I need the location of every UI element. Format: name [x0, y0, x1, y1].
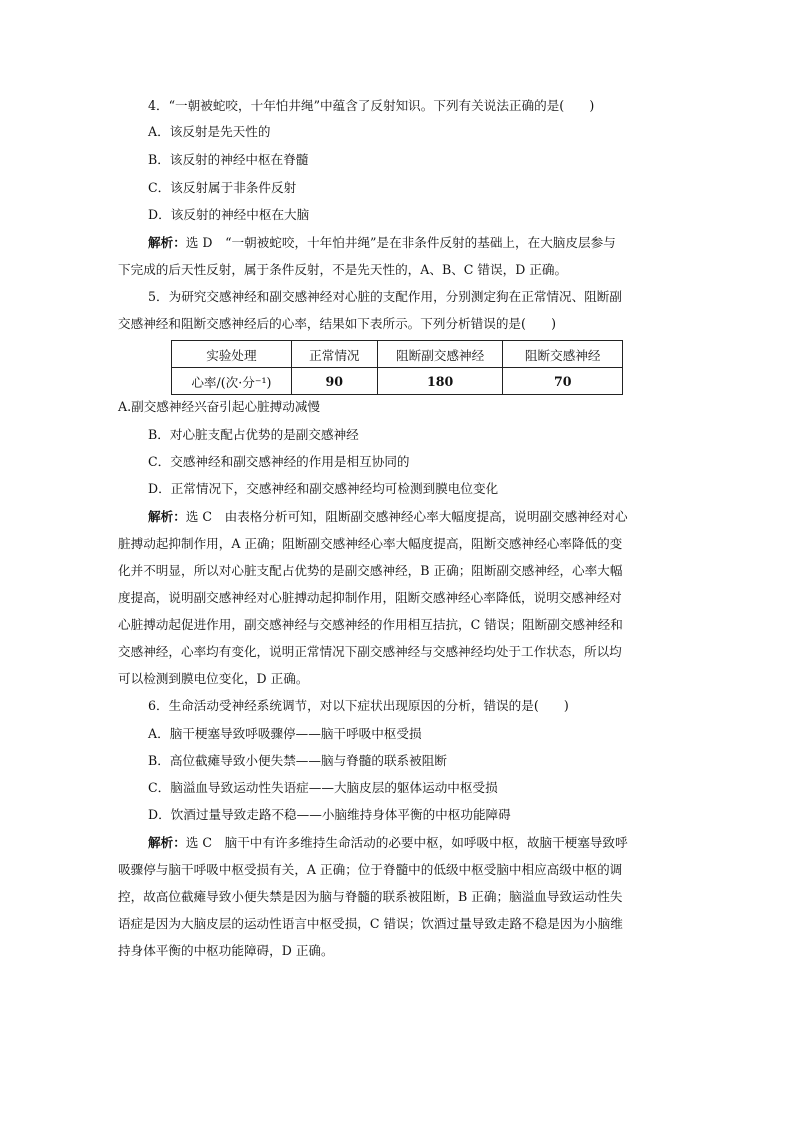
q5-stem-line-1: 5．为研究交感神经和副交感神经对心脏的支配作用，分别测定狗在正常情况、阻断副 [148, 289, 622, 304]
q5-option-c: C．交感神经和副交感神经的作用是相互协同的 [148, 454, 410, 469]
table-row [172, 368, 623, 395]
table-header-cell: 实验处理 [172, 341, 292, 368]
q5-stem-line-2: 交感神经和阻断交感神经后的心率，结果如下表所示。下列分析错误的是( ) [118, 316, 557, 331]
q6-stem: 6．生命活动受神经系统调节，对以下症状出现原因的分析，错误的是( ) [148, 698, 569, 713]
table-header-row [172, 341, 623, 368]
table-header-cell: 阻断副交感神经 [377, 341, 503, 368]
table-header-cell: 正常情况 [291, 341, 377, 368]
table-cell: 70 [503, 368, 623, 395]
q6-option-a: A．脑干梗塞导致呼吸骤停——脑干呼吸中枢受损 [148, 726, 422, 741]
q5-analysis-line-6: 交感神经，心率均有变化，说明正常情况下副交感神经与交感神经均处于工作状态，所以均 [118, 644, 622, 659]
q4-option-b: B．该反射的神经中枢在脊髓 [148, 152, 309, 167]
q4-option-a: A．该反射是先天性的 [148, 124, 271, 139]
q4-analysis-line-1: 解析：选 D “一朝被蛇咬，十年怕井绳”是在非条件反射的基础上，在大脑皮层参与 [148, 235, 616, 250]
q5-analysis-line-3: 化并不明显，所以对心脏支配占优势的是副交感神经，B 正确；阻断副交感神经，心率大幅 [118, 563, 623, 578]
q6-analysis-line-3: 控，故高位截瘫导致小便失禁是因为脑与脊髓的联系被阻断，B 正确；脑溢血导致运动性失 [118, 889, 623, 904]
q4-stem: 4．“一朝被蛇咬，十年怕井绳”中蕴含了反射知识。下列有关说法正确的是( ) [148, 98, 595, 113]
q5-analysis-label: 解析： [148, 509, 186, 524]
q5-analysis-line-5: 心脏搏动起促进作用，副交感神经与交感神经的作用相互拮抗，C 错误；阻断副交感神经和 [118, 617, 623, 632]
q6-option-b: B．高位截瘫导致小便失禁——脑与脊髓的联系被阻断 [148, 753, 447, 768]
table-header-cell: 阻断交感神经 [503, 341, 623, 368]
q6-analysis-line-2: 吸骤停与脑干呼吸中枢受损有关，A 正确；位于脊髓中的低级中枢受脑中相应高级中枢的调 [118, 862, 623, 877]
q6-analysis-line-4: 语症是因为大脑皮层的运动性语言中枢受损，C 错误；饮酒过量导致走路不稳是因为小脑维 [118, 916, 623, 931]
q5-analysis-line-4: 度提高，说明副交感神经对心脏搏动起抑制作用，阻断交感神经心率降低，说明交感神经对 [118, 590, 622, 605]
q5-analysis-line-2: 脏搏动起抑制作用，A 正确；阻断副交感神经心率大幅度提高，阻断交感神经心率降低的变 [118, 536, 623, 551]
q5-analysis-line-1: 解析：选 C 由表格分析可知，阻断副交感神经心率大幅度提高，说明副交感神经对心 [148, 509, 628, 524]
table-cell: 180 [377, 368, 503, 395]
q6-analysis-label: 解析： [148, 835, 186, 850]
q6-analysis-line-5: 持身体平衡的中枢功能障碍，D 正确。 [118, 943, 334, 958]
q4-analysis-label: 解析： [148, 235, 186, 250]
q4-analysis-line-2: 下完成的后天性反射，属于条件反射，不是先天性的，A、B、C 错误，D 正确。 [118, 262, 568, 277]
q5-option-d: D．正常情况下，交感神经和副交感神经均可检测到膜电位变化 [148, 481, 499, 496]
q6-analysis-line-1: 解析：选 C 脑干中有许多维持生命活动的必要中枢，如呼吸中枢，故脑干梗塞导致呼 [148, 835, 628, 850]
q5-option-a: A.副交感神经兴奋引起心脏搏动减慢 [118, 399, 321, 414]
q4-option-c: C．该反射属于非条件反射 [148, 180, 297, 195]
heart-rate-table [171, 340, 623, 395]
q6-option-d: D．饮酒过量导致走路不稳——小脑维持身体平衡的中枢功能障碍 [148, 807, 511, 822]
q5-analysis-line-7: 可以检测到膜电位变化，D 正确。 [118, 671, 309, 686]
table-cell: 90 [291, 368, 377, 395]
table-row-label: 心率/(次·分⁻¹) [172, 368, 292, 395]
q6-option-c: C．脑溢血导致运动性失语症——大脑皮层的躯体运动中枢受损 [148, 780, 498, 795]
q4-option-d: D．该反射的神经中枢在大脑 [148, 207, 310, 222]
q5-option-b: B．对心脏支配占优势的是副交感神经 [148, 427, 359, 442]
